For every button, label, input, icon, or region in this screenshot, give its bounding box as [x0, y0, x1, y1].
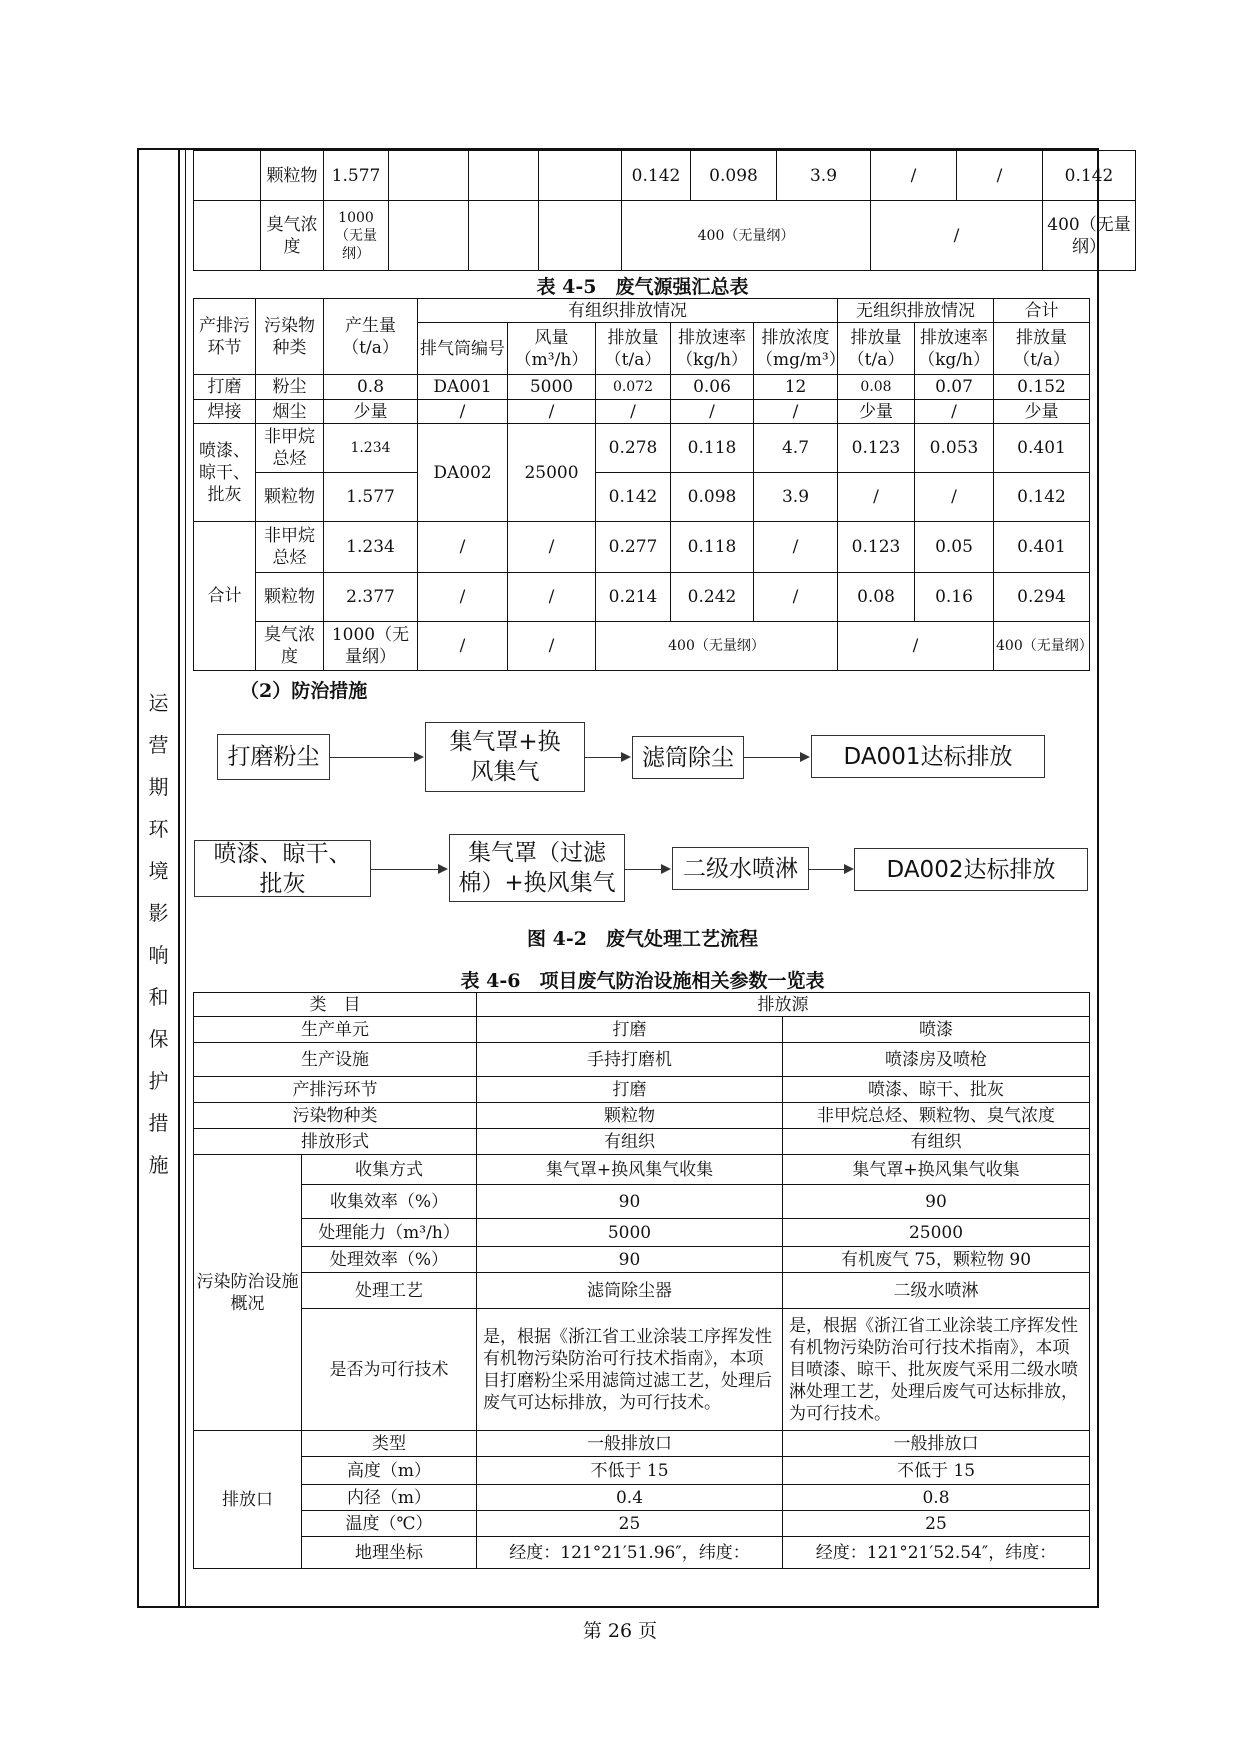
- side-column-inner-border: [180, 148, 186, 1608]
- cell: 0.214: [596, 573, 671, 622]
- cell: 0.06: [671, 375, 754, 400]
- cell: 12: [754, 375, 838, 400]
- cell: 不低于 15: [477, 1457, 783, 1485]
- cell: 非甲烷总烃: [256, 424, 324, 473]
- cell: 颗粒物: [477, 1103, 783, 1129]
- blank-cell: [539, 151, 622, 201]
- table-row: [194, 622, 1090, 671]
- blank-cell: [469, 151, 539, 201]
- side-char: 环: [148, 817, 169, 841]
- cell: 0.08: [838, 573, 915, 622]
- cell: 1.234: [324, 424, 418, 473]
- table-row: [194, 375, 1090, 400]
- cell: 90: [783, 1185, 1090, 1219]
- table45-caption: 表 4-5 废气源强汇总表: [536, 276, 749, 298]
- table-row: [194, 1511, 1090, 1537]
- header-u-rate: 排放速率（kg/h）: [915, 323, 994, 375]
- value-cell: 3.9: [777, 151, 871, 201]
- pollutant-cell: 臭气浓度: [261, 201, 324, 271]
- cell: 焊接: [194, 400, 256, 424]
- cell: 5000: [477, 1219, 783, 1247]
- table46-caption: 表 4-6 项目废气防治设施相关参数一览表: [460, 970, 825, 992]
- cell: 非甲烷总烃: [256, 522, 324, 573]
- row-label: 处理能力（m³/h）: [302, 1219, 477, 1247]
- cell: /: [508, 400, 596, 424]
- cell: 是，根据《浙江省工业涂装工序挥发性有机物污染防治可行技术指南》，本项目打磨粉尘采用滤筒过滤工艺，处理后废气可达标排放，为可行技术。: [477, 1309, 783, 1431]
- cell: 少量: [838, 400, 915, 424]
- blank-cell: [389, 151, 469, 201]
- header-unorganized: 无组织排放情况: [838, 299, 994, 323]
- cell: /: [838, 473, 915, 522]
- cell: /: [508, 522, 596, 573]
- gen-cell: 1000（无量纲）: [324, 201, 389, 271]
- side-char: 境: [148, 859, 169, 883]
- cell: 1.577: [324, 473, 418, 522]
- side-label: [137, 682, 180, 1186]
- unorganized-cell: /: [871, 201, 1043, 271]
- cell: 合计: [194, 522, 256, 671]
- cell: 0.072: [596, 375, 671, 400]
- table-row: [194, 473, 1090, 522]
- table-row: [194, 522, 1090, 573]
- cell: 0.294: [994, 573, 1090, 622]
- cell: 0.242: [671, 573, 754, 622]
- cell: 少量: [324, 400, 418, 424]
- cell: 90: [477, 1185, 783, 1219]
- cell: DA002: [418, 424, 508, 522]
- row-label: 地理坐标: [302, 1537, 477, 1569]
- side-char: 和: [148, 985, 169, 1009]
- row-label: 温度（℃）: [302, 1511, 477, 1537]
- row-label: 内径（m）: [302, 1485, 477, 1511]
- cell: 400（无量纲）: [596, 622, 838, 671]
- table-row: [194, 1103, 1090, 1129]
- cell: 1.234: [324, 522, 418, 573]
- flow-box-grinding-dust: 打磨粉尘: [217, 734, 330, 780]
- side-char: 响: [148, 943, 169, 967]
- cell: 90: [477, 1247, 783, 1273]
- figure-caption: 图 4-2 废气处理工艺流程: [527, 928, 758, 950]
- flow-box-da002: DA002达标排放: [854, 848, 1088, 891]
- table-row: [194, 1273, 1090, 1309]
- cell: /: [418, 522, 508, 573]
- cell: 0.142: [994, 473, 1090, 522]
- cell: 臭气浓度: [256, 622, 324, 671]
- group-label: 排放口: [194, 1431, 302, 1569]
- cell: 一般排放口: [783, 1431, 1090, 1457]
- cell: /: [596, 400, 671, 424]
- cell: 经度：121°21′51.96″，纬度：: [477, 1537, 783, 1569]
- cell: 25000: [783, 1219, 1090, 1247]
- cell: 颗粒物: [256, 573, 324, 622]
- flow-box-collect-filter: 集气罩（过滤棉）+换风集气: [449, 834, 625, 902]
- cell: 0.123: [838, 522, 915, 573]
- cell: 粉尘: [256, 375, 324, 400]
- table-4-5: [193, 298, 1093, 671]
- cell: /: [508, 622, 596, 671]
- table-row: [194, 1537, 1090, 1569]
- table-row: [194, 1017, 1090, 1043]
- row-label: 排放形式: [194, 1129, 477, 1155]
- cell: 喷漆房及喷枪: [783, 1043, 1090, 1077]
- side-char: 措: [148, 1111, 169, 1135]
- cell: 滤筒除尘器: [477, 1273, 783, 1309]
- flow-arrow: [330, 757, 422, 758]
- side-char: 施: [148, 1153, 169, 1177]
- cell: 0.118: [671, 424, 754, 473]
- row-label: 生产单元: [194, 1017, 477, 1043]
- cell: 有组织: [477, 1129, 783, 1155]
- table-row: [194, 424, 1090, 473]
- cell: /: [915, 400, 994, 424]
- cell: 25000: [508, 424, 596, 522]
- cell: 0.8: [783, 1485, 1090, 1511]
- cell: 1000（无量纲）: [324, 622, 418, 671]
- cell: 手持打磨机: [477, 1043, 783, 1077]
- table-4-6: [193, 992, 1090, 1569]
- cell: 经度：121°21′52.54″，纬度：: [783, 1537, 1090, 1569]
- cell: /: [671, 400, 754, 424]
- row-label: 收集方式: [302, 1155, 477, 1185]
- cell: 打磨: [477, 1017, 783, 1043]
- side-char: 护: [148, 1069, 169, 1093]
- cell: 烟尘: [256, 400, 324, 424]
- value-cell: 0.142: [1043, 151, 1136, 201]
- table-row: [194, 1077, 1090, 1103]
- cell: /: [418, 573, 508, 622]
- cell: 25: [783, 1511, 1090, 1537]
- cell: 0.118: [671, 522, 754, 573]
- cell: 0.401: [994, 522, 1090, 573]
- cell: 0.07: [915, 375, 994, 400]
- cell: 喷漆、晾干、批灰: [783, 1077, 1090, 1103]
- cell: /: [508, 573, 596, 622]
- cell: 少量: [994, 400, 1090, 424]
- cell: 有组织: [783, 1129, 1090, 1155]
- cell: 集气罩+换风集气收集: [477, 1155, 783, 1185]
- cell: 喷漆: [783, 1017, 1090, 1043]
- cell: 是，根据《浙江省工业涂装工序挥发性有机物污染防治可行技术指南》，本项目喷漆、晾干、批灰废气采用二级水喷淋处理工艺，处理后废气可达标排放，为可行技术。: [783, 1309, 1090, 1431]
- cell: 400（无量纲）: [994, 622, 1090, 671]
- header-conc: 排放浓度（mg/m³）: [754, 323, 838, 375]
- cell: 2.377: [324, 573, 418, 622]
- cell: 0.08: [838, 375, 915, 400]
- cell: /: [754, 522, 838, 573]
- flow-arrow: [625, 869, 669, 870]
- header-gen: 产生量（t/a）: [324, 299, 418, 375]
- flow-box-filter: 滤筒除尘: [632, 736, 744, 779]
- cell: 0.05: [915, 522, 994, 573]
- cell: 一般排放口: [477, 1431, 783, 1457]
- cell: 打磨: [477, 1077, 783, 1103]
- flow-box-collect: 集气罩+换风集气: [425, 722, 585, 792]
- cell: 不低于 15: [783, 1457, 1090, 1485]
- cell: 0.16: [915, 573, 994, 622]
- cell: 0.123: [838, 424, 915, 473]
- flow-box-spraying: 喷漆、晾干、批灰: [194, 840, 371, 897]
- header-pollutant: 污染物种类: [256, 299, 324, 375]
- blank-cell: [389, 201, 469, 271]
- row-label: 处理效率（%）: [302, 1247, 477, 1273]
- cell: 0.053: [915, 424, 994, 473]
- header-air: 风量（m³/h）: [508, 323, 596, 375]
- header-rate: 排放速率（kg/h）: [671, 323, 754, 375]
- cell: 喷漆、晾干、批灰: [194, 424, 256, 522]
- cell: /: [838, 622, 994, 671]
- side-char: 期: [148, 775, 169, 799]
- value-cell: /: [871, 151, 957, 201]
- cell: 5000: [508, 375, 596, 400]
- table-row: [194, 1155, 1090, 1185]
- blank-cell: [539, 201, 622, 271]
- row-label: 类型: [302, 1431, 477, 1457]
- header-u-emit: 排放量（t/a）: [838, 323, 915, 375]
- group-label: 污染防治设施概况: [194, 1155, 302, 1431]
- organized-cell: 400（无量纲）: [622, 201, 871, 271]
- cell: 二级水喷淋: [783, 1273, 1090, 1309]
- table-row: [194, 1485, 1090, 1511]
- value-cell: 0.098: [691, 151, 777, 201]
- flow-arrow: [809, 869, 852, 870]
- cell: 0.401: [994, 424, 1090, 473]
- table-row: [194, 400, 1090, 424]
- cell: 0.098: [671, 473, 754, 522]
- gen-cell: 1.577: [324, 151, 389, 201]
- cell: 非甲烷总烃、颗粒物、臭气浓度: [783, 1103, 1090, 1129]
- flow-arrow: [585, 757, 629, 758]
- flow-arrow: [744, 757, 808, 758]
- cell: 0.278: [596, 424, 671, 473]
- cell: /: [754, 573, 838, 622]
- cell: 颗粒物: [256, 473, 324, 522]
- blank-cell: [469, 201, 539, 271]
- total-cell: 400（无量纲）: [1043, 201, 1136, 271]
- cell: /: [418, 622, 508, 671]
- row-label: 生产设施: [194, 1043, 477, 1077]
- flow-arrow: [371, 869, 446, 870]
- cell: /: [915, 473, 994, 522]
- cell: /: [418, 400, 508, 424]
- table-row: [194, 1129, 1090, 1155]
- cell: DA001: [418, 375, 508, 400]
- value-cell: 0.142: [622, 151, 691, 201]
- table-row: [194, 1309, 1090, 1431]
- cell: /: [754, 400, 838, 424]
- cell: 0.152: [994, 375, 1090, 400]
- cell: 4.7: [754, 424, 838, 473]
- cell: 0.8: [324, 375, 418, 400]
- side-char: 保: [148, 1027, 169, 1051]
- value-cell: /: [957, 151, 1043, 201]
- header-total: 合计: [994, 299, 1090, 323]
- table-row: [194, 1457, 1090, 1485]
- flow-box-water-spray: 二级水喷淋: [672, 847, 809, 890]
- header-emit: 排放量（t/a）: [596, 323, 671, 375]
- blank-cell: [194, 151, 261, 201]
- cell: 0.277: [596, 522, 671, 573]
- cell: 0.142: [596, 473, 671, 522]
- side-char: 影: [148, 901, 169, 925]
- header-stack: 排气筒编号: [418, 323, 508, 375]
- table-row: [194, 1043, 1090, 1077]
- table-row: [194, 1431, 1090, 1457]
- cell: 3.9: [754, 473, 838, 522]
- header-stage: 产排污环节: [194, 299, 256, 375]
- cell: 25: [477, 1511, 783, 1537]
- header-item: 类 目: [194, 993, 477, 1017]
- header-organized: 有组织排放情况: [418, 299, 838, 323]
- row-label: 处理工艺: [302, 1273, 477, 1309]
- flow-box-da001: DA001达标排放: [811, 735, 1045, 778]
- cell: 集气罩+换风集气收集: [783, 1155, 1090, 1185]
- table-row: [194, 1219, 1090, 1247]
- side-char: 营: [148, 733, 169, 757]
- measures-title: （2）防治措施: [240, 680, 368, 702]
- blank-cell: [194, 201, 261, 271]
- cell: 有机废气 75，颗粒物 90: [783, 1247, 1090, 1273]
- side-char: 运: [148, 691, 169, 715]
- page-number: 第 26 页: [582, 1620, 658, 1642]
- table-row: [194, 1247, 1090, 1273]
- table-row: [194, 1185, 1090, 1219]
- header-t-emit: 排放量（t/a）: [994, 323, 1090, 375]
- row-label: 收集效率（%）: [302, 1185, 477, 1219]
- row-label: 污染物种类: [194, 1103, 477, 1129]
- cell: 打磨: [194, 375, 256, 400]
- row-label: 高度（m）: [302, 1457, 477, 1485]
- top-continuation-table: [193, 150, 1136, 271]
- cell: 0.4: [477, 1485, 783, 1511]
- row-label: 产排污环节: [194, 1077, 477, 1103]
- pollutant-cell: 颗粒物: [261, 151, 324, 201]
- row-label: 是否为可行技术: [302, 1309, 477, 1431]
- table-row: [194, 573, 1090, 622]
- header-source: 排放源: [477, 993, 1090, 1017]
